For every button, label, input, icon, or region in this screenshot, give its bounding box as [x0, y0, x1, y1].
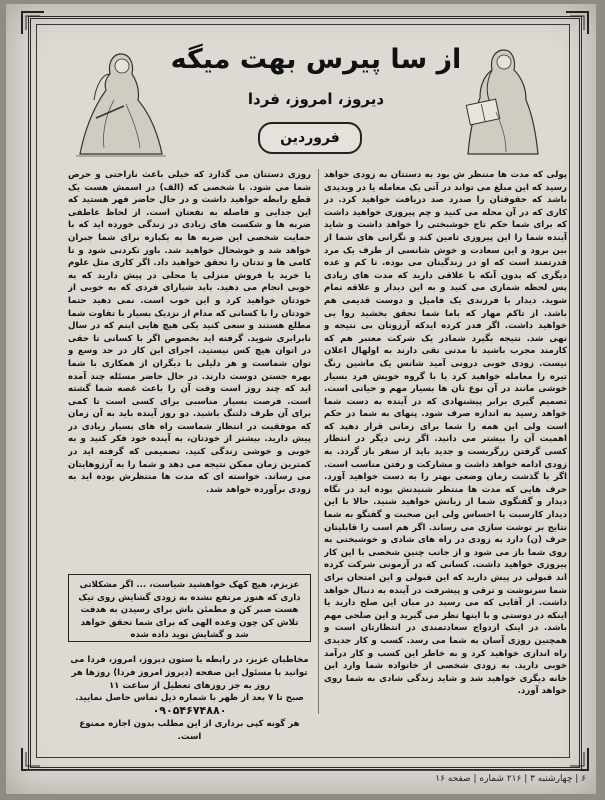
- corner-ornament-icon: [564, 746, 590, 772]
- contact-line-3: هر گونه کپی برداری از این مطلب بدون اجازه ممنوع است.: [79, 718, 300, 742]
- corner-ornament-icon: [564, 10, 590, 36]
- article-column-right: [324, 169, 567, 709]
- corner-ornament-icon: [20, 746, 46, 772]
- month-badge: فروردین: [258, 122, 362, 154]
- contact-phone: ۰۹۰۵۴۶۷۴۸۸۰: [152, 704, 227, 718]
- corner-ornament-icon: [20, 10, 46, 36]
- contact-line-2: صبح تا ۷ بعد از ظهر با شماره ذیل تماس حاصل نمایید.: [75, 693, 304, 704]
- magazine-page: [6, 4, 596, 794]
- column-divider: [318, 169, 319, 714]
- contact-info: [68, 654, 311, 744]
- column-right-text: پولی که مدت ها منتظر ش بود به دستتان به زودی خواهد رسید که این مبلغ می تواند در آتی یک معامله یا در ویدیدی باشد که حقوقتان را صدرد صد دریافت خواهید کرد. در کاری که در آن محله می کنید و چم پیروزی خواهید داشت که برای شما حکم تاج خوشبختی را خواهد داشت و شاید آینده شما را این پیروزی تامین کند و نگرانی های شما از بین برود و این سعادت و خوش شانسی از طرف یک مرد قدرتمند است که او در زندگیتان می بوده. تا کم و عده دیگری که بدون آنکه با علاقی دارید که مدت های زیادی پس لحظه شماری می کنید و به این دیدار و علاقه تمام شوید. دیدار با فرزندی یک فامیل و دوست قدیمی هم باشد. از تاکم مهار که باما شما تحقق بخشید روا یی خواهید داشت. اگر فدر کرده ایدکه آرزوتان بی نتیجه و تهی شد. نتیجه بگیرد شمادر یک شرکت معتبر هم که کارمند مجرب باشید تا مدتی تقی دارند به اولهال اعلان نیست. زودی خوبی درونی آمید شانس یک ماشین رنگ تیره را معامله خواهید کرد یا با گروه خویش فرد بسیار خوشی مانند در آن نوع تان ها بسیار مهم و حیاتی است. تصمیم گیری برابر پیشنهادی که در آینده به دست شما خواهد رسید به اندازه صرف شود. پنهای به شما در حکم است ولی این همه را شما برای زمانی قرار دهید که اهمیت آن را بیشتر می دانید. اگر زنی دیگر در انتظار کسی گرفتن زرگریست و جدید باید از سفر باز گردد. به زودی ادامه خواهد داشت و مشارکت و رفتن مناسب است. اگر با گذشت زمان وضعی بهتر را به دست خواهید آورد. حرف هایی که مدت ها منتظر شنیدنش بوده اید در نگاه دیدار و گفتگوی شما از زبانش خواهید شنید. حالا با این دیدار کارسبت یا احساس ولی این صحبت و گفتگو به شما نتایج بر توشت سازی می رساند. اگر هم اسب را قابلیتان حرف (ن) دارد به زودی در راه های شادی و خوشبختی به روی شما باز می شود و از جانب چنین شخصی با این کار پیروزی خواهید داشت. کسانی که در آزمونی شرکت کرده اند قبولی در پیش دارید که این قبولی و این امتحان برای شما سرنوشت و ترقی و پیشرفت در آینده به دنبال خواهد داشت. از آقایی که می رسید در میان این صلح دارید یا اینکه در دوستی و با اینها نظر می گیرید و این صلحی مهم باشد. در اینک ازدواج سعادتمندی در انتظارتان است و همچنین روزی آسان به شما می رسد. کسب و کار جدیدی راه اندازی خواهید کرد و به خاطر این کسب و کار درآمد خوبی دارید. به زودی شخصی از خانواده شما وارد این خانه دیگری خواهید شد و شاید زندگی شادی به شما روی خواهد آورد.: [324, 170, 567, 697]
- highlight-box: [68, 574, 311, 642]
- page-title: از سا پیرس بهت میگه: [170, 44, 462, 75]
- footer-divider: [26, 770, 581, 771]
- column-left-text: روزی دستتان می گذارد که خیلی باعث ناراحتی و حرص شما می شود. با شخصی که (الف) در اسمش هست یک قطع رابطه خواهید داشت و در حال حاضر قهر هستید که این جدایی و فاصله به نفعتان است. از لحاظ عاطفی ضربه ها و شکست های زیادی در زندگی خورده اید که با حمایت شخصی این ضربه ها به یکباره برای شما جبران خواهد شد و خوشحال خواهید شد. باور نکردنی شود و تا کامی ها و تدتان را تحقق خواهید داد. اگر کاری مثل علوم یا خرید یا فروش منزلی یا محلی در پیش دارید که به خوبی انجام می دهید. باید شیارای فردی که به خوبی از خودتان خواهید کرد و این خوب است. نمی دهید حتما خودتان را با کسانی که مدام از نزدیک بسیار با تفاوت شما مطلع هستند و سعی کنید یکی هیچ هایی اینم که در سال نابرابری شوید. گرفته اید بخصوص اگر با کسانی تا حقی در اتوان هیچ کس نیستید. اجرای این کار در حد وسع و توان شماست و هر دلیلی با دیگران از همکاری با شما بهره جستن دوست دارند. در حال حاضر مسئله چند آمده اید که چند روز است وقت آن را باعث غصه شما گشته است. فرصت بسیار مناسبی برای کسی است تا کمی برای آن طرف دلتنگ باشید. دو روز آینده باید به آن زمان که موفقیت در انتظار شماست راه های بسیار زیادی در پیش دارید. بیشتر از خودتان، به آینده خود فکر کنید و به خوبی و خوشی زندگی کنید. تصمیمی که گرفته اید در کمترین زمان ممکن نتیجه می دهد و شما را به آرزوهایتان می رساند. خواسته ای که مدت ها منتظرش بوده اید به زودی برآورده خواهد شد.: [68, 170, 311, 495]
- page-footer: ۶ | چهارشنبه ۳ | ۲۱۶ شماره | صفحه ۱۶: [435, 774, 586, 784]
- article-column-left: [68, 169, 311, 564]
- contact-line-1: مخاطبان عزیز، در رابطه با ستون دیروز، امروز، فردا می توانید با مسئول این صفحه (دیروز امروز فردا) روزها هر روز به جز روزهای تعطیل از ساعت ۱۱: [70, 655, 309, 691]
- seated-woman-illustration: [66, 44, 176, 164]
- highlight-box-text: عزیزم، هیچ کهک خواهشید شیاست، ... اگر مشکلاتی داری که هنوز مرتفع نشده به زودی گشایش روی تیک هست صبر کن و مطمئن باش برای رسیدن به هدفت تلاش کن چون وعده الهی که برای شما تحقق خواهد شد و گشایش نوید داده شده: [78, 580, 301, 640]
- page-subtitle: دیروز، امروز، فردا: [247, 90, 385, 108]
